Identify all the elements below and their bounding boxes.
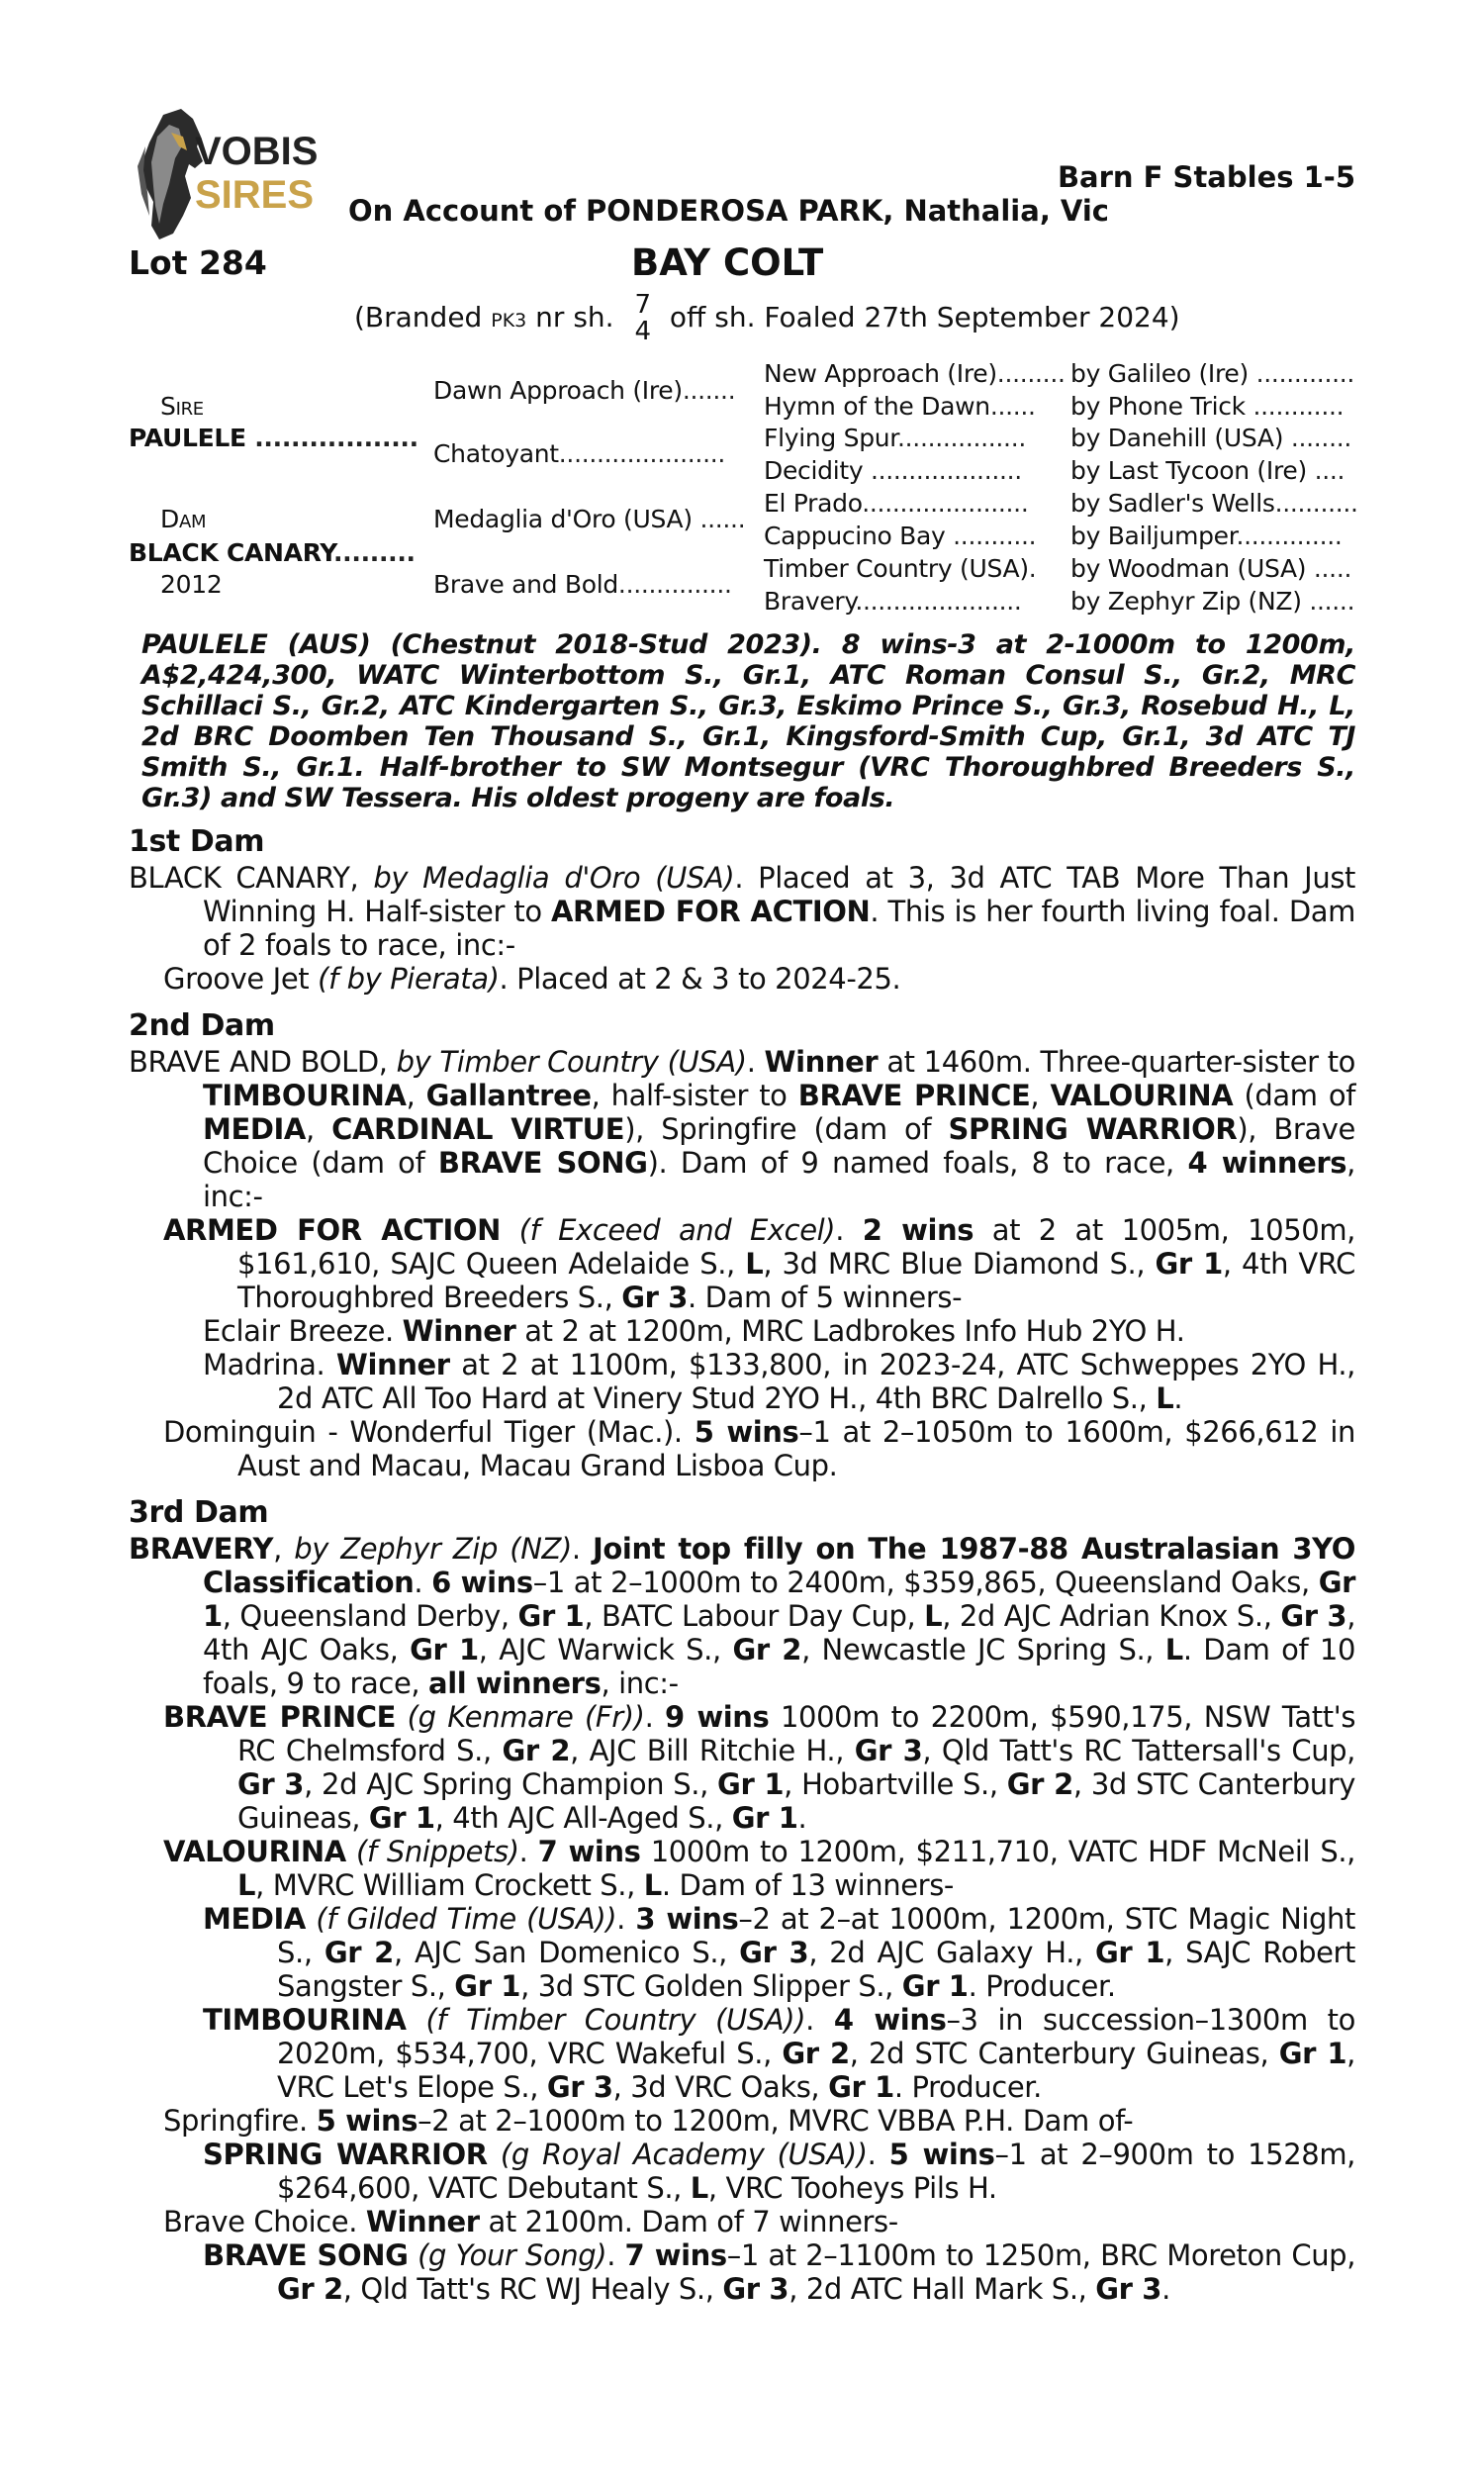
text-run: , half-sister to	[591, 1079, 798, 1112]
text-run: Eclair Breeze.	[203, 1314, 403, 1348]
text-run	[306, 1902, 316, 1936]
text-run: BRAVE PRINCE	[163, 1700, 397, 1734]
text-run: , 3d STC Canterbury Guineas,	[237, 1767, 1356, 1835]
leader-dots: .........	[996, 359, 1066, 388]
pedigree-gen3-7	[764, 587, 1022, 616]
text-run: BRAVE SONG	[437, 1146, 648, 1180]
dam-name	[129, 538, 416, 567]
pedigree-gen3-text: Flying Spur	[764, 424, 897, 452]
text-run: , Qld Tatt's RC WJ Healy S.,	[342, 2272, 723, 2306]
entry-paragraph	[129, 2238, 1355, 2306]
pedigree-gen2-0	[433, 376, 735, 405]
text-run: Gr 3	[739, 1936, 809, 1969]
dam-name-text: BLACK CANARY	[129, 538, 333, 567]
text-run: L	[924, 1599, 943, 1633]
text-run: (g Royal Academy (USA))	[500, 2138, 868, 2171]
text-run: . Placed at 3, 3d ATC TAB More Than Just Winning H. Half-sister to	[203, 861, 1355, 928]
leader-dots: ..................	[254, 424, 418, 452]
text-run: 9 wins	[665, 1700, 770, 1734]
pedigree-by-3	[1070, 456, 1345, 485]
sire-label: Sire	[160, 392, 204, 421]
text-run: .	[616, 1902, 636, 1936]
pedigree-by-0	[1070, 359, 1354, 388]
text-run: .	[805, 2003, 834, 2037]
text-run: Gr 3	[1095, 2272, 1162, 2306]
text-run: Gr 2	[277, 2272, 343, 2306]
text-run: Gr 2	[324, 1936, 394, 1969]
text-run: Gr 1	[368, 1801, 435, 1835]
text-run: at 2 at 1005m, 1050m, $161,610, SAJC Queen Adelaide S.,	[237, 1213, 1355, 1281]
text-run: ), Brave Choice (dam of	[203, 1112, 1355, 1180]
entry-paragraph	[129, 1348, 1355, 1415]
text-run: Winner	[402, 1314, 516, 1348]
text-run: VALOURINA	[1050, 1079, 1234, 1112]
text-run: , AJC Bill Ritchie H.,	[570, 1734, 855, 1767]
pedigree-gen3-text: Cappucino Bay	[764, 522, 946, 550]
entry-paragraph	[129, 2138, 1355, 2205]
sire-name-text: PAULELE	[129, 424, 246, 452]
pedigree-by-text: by Galileo (Ire)	[1070, 359, 1249, 388]
text-run: –1 at 2–900m to 1528m, $264,600, VATC Debutant S.,	[277, 2138, 1355, 2205]
text-run: L	[1156, 1381, 1174, 1415]
pedigree-by-7	[1070, 587, 1354, 616]
text-run: Gr 1	[1155, 1247, 1223, 1281]
entry-paragraph	[129, 2104, 1355, 2138]
text-run: L	[643, 1868, 662, 1902]
text-run	[488, 2138, 501, 2171]
text-run: , Hobartville S.,	[784, 1767, 1007, 1801]
leader-dots: ..............	[1236, 522, 1343, 550]
pedigree-by-2	[1070, 424, 1351, 452]
text-run: Joint top filly on The 1987-88 Australasian 3YO Classification	[203, 1532, 1355, 1599]
text-run: MEDIA	[203, 1902, 306, 1936]
text-run	[409, 2238, 418, 2272]
text-run: , 2d STC Canterbury Guineas,	[849, 2037, 1279, 2070]
text-run: BRAVERY	[129, 1532, 274, 1566]
entry-paragraph	[129, 1045, 1355, 1213]
text-run	[407, 2003, 426, 2037]
pedigree-by-1	[1070, 392, 1344, 421]
leader-dots: .............	[1255, 359, 1355, 388]
dam-label: Dam	[160, 505, 207, 533]
logo-text-vobis: VOBIS	[195, 130, 319, 173]
text-run: Gr 1	[203, 1566, 1356, 1633]
text-run: .	[1161, 2272, 1170, 2306]
text-run: –2 at 2–1000m to 1200m, MVRC VBBA P.H. Dam of-	[417, 2104, 1134, 2138]
pedigree-by-4	[1070, 489, 1358, 518]
text-run: Groove Jet	[163, 962, 319, 996]
brand-mid: nr sh.	[535, 301, 614, 333]
text-run: –3 in succession–1300m to 2020m, $534,700, VRC Wakeful S.,	[277, 2003, 1355, 2070]
text-run: Winner	[365, 2205, 480, 2238]
text-run: Gr 1	[410, 1633, 479, 1666]
text-run: BRAVE PRINCE	[797, 1079, 1031, 1112]
text-run: BRAVE AND BOLD,	[129, 1045, 397, 1079]
text-run: , Newcastle JC Spring S.,	[801, 1633, 1165, 1666]
text-run: –1 at 2–1050m to 1600m, $266,612 in Aust and Macau, Macau Grand Lisboa Cup.	[237, 1415, 1355, 1482]
text-run: (f Snippets)	[356, 1835, 519, 1868]
leader-dots: ...........	[945, 522, 1037, 550]
text-run: BRAVE SONG	[203, 2238, 409, 2272]
text-run: L	[237, 1868, 256, 1902]
text-run: VALOURINA	[163, 1835, 346, 1868]
pedigree-by-5	[1070, 522, 1343, 550]
text-run: –1 at 2–1100m to 1250m, BRC Moreton Cup,	[726, 2238, 1356, 2272]
text-run: CARDINAL VIRTUE	[331, 1112, 625, 1146]
leader-dots: ....................	[863, 456, 1022, 485]
text-run: Gr 3	[1280, 1599, 1347, 1633]
text-run: 3 wins	[635, 1902, 739, 1936]
text-run: Gr 2	[1006, 1767, 1073, 1801]
text-run: .	[414, 1566, 432, 1599]
text-run: 6 wins	[431, 1566, 533, 1599]
text-run: , 3d MRC Blue Diamond S.,	[763, 1247, 1156, 1281]
text-run: (f Exceed and Excel)	[518, 1213, 836, 1247]
text-run: (f Timber Country (USA))	[425, 2003, 806, 2037]
page-title: BAY COLT	[631, 241, 824, 284]
logo-text-sires: SIRES	[195, 173, 315, 217]
text-run: by Timber Country (USA)	[396, 1045, 747, 1079]
text-run: SPRING WARRIOR	[948, 1112, 1238, 1146]
pedigree-by-text: by Zephyr Zip (NZ)	[1070, 587, 1302, 616]
text-run: Winner	[764, 1045, 879, 1079]
leader-dots: ......	[1309, 587, 1355, 616]
text-run: . Placed at 2 & 3 to 2024-25.	[499, 962, 901, 996]
entry-paragraph	[129, 1700, 1355, 1835]
pedigree-gen2-2	[433, 505, 745, 533]
text-run: 5 wins	[888, 2138, 995, 2171]
brand-prefix: (Branded	[354, 301, 483, 333]
text-run: .	[518, 1835, 538, 1868]
text-run: Springfire.	[163, 2104, 317, 2138]
stables-location: Barn F Stables 1-5	[1057, 160, 1355, 194]
text-run: , 4th AJC All-Aged S.,	[434, 1801, 732, 1835]
brand-numerator: 7	[634, 290, 652, 320]
text-run: ). Dam of 9 named foals, 8 to race,	[647, 1146, 1188, 1180]
pedigree-by-text: by Phone Trick	[1070, 392, 1246, 421]
text-run: (f Gilded Time (USA))	[316, 1902, 617, 1936]
text-run: Gr 1	[901, 1969, 969, 2003]
entry-paragraph	[129, 2205, 1355, 2238]
pedigree-gen2-text: Brave and Bold	[433, 570, 618, 599]
leader-dots: .	[1028, 554, 1037, 583]
text-run: MEDIA	[203, 1112, 306, 1146]
pedigree-by-text: by Sadler's Wells	[1070, 489, 1275, 518]
leader-dots: ...........	[1274, 489, 1358, 518]
text-run: 5 wins	[316, 2104, 418, 2138]
text-run: Gr 2	[782, 2037, 850, 2070]
text-run: BLACK CANARY,	[129, 861, 374, 895]
pedigree-gen3-4	[764, 489, 1028, 518]
text-run: Gr 1	[1278, 2037, 1347, 2070]
text-run: .	[571, 1532, 594, 1566]
text-run: TIMBOURINA	[203, 1079, 407, 1112]
text-run: by Zephyr Zip (NZ)	[294, 1532, 572, 1566]
entry-paragraph	[129, 1902, 1355, 2003]
pedigree-gen3-text: El Prado	[764, 489, 863, 518]
text-run: , SAJC Robert Sangster S.,	[277, 1936, 1356, 2003]
text-run: , inc:-	[203, 1146, 1355, 1213]
text-run: at 2 at 1200m, MRC Ladbrokes Info Hub 2YO H.	[515, 1314, 1185, 1348]
text-run: ARMED FOR ACTION	[551, 895, 871, 928]
text-run: (g Your Song)	[417, 2238, 607, 2272]
pedigree-gen3-0	[764, 359, 1066, 388]
pedigree-by-6	[1070, 554, 1351, 583]
leader-dots: ......	[692, 505, 746, 533]
text-run: , VRC Let's Elope S.,	[277, 2037, 1355, 2104]
text-run: 4 wins	[833, 2003, 947, 2037]
pedigree-by-text: by Bailjumper	[1070, 522, 1237, 550]
text-run: ,	[273, 1532, 295, 1566]
text-run: (g Kenmare (Fr))	[407, 1700, 645, 1734]
pedigree-gen2-text: Medaglia d'Oro (USA)	[433, 505, 693, 533]
pedigree-gen3-2	[764, 424, 1026, 452]
text-run	[396, 1700, 408, 1734]
text-run: , Qld Tatt's RC Tattersall's Cup,	[922, 1734, 1355, 1767]
brand-mark: PK3	[491, 310, 527, 332]
leader-dots: .......	[682, 376, 736, 405]
text-run: . Dam of 13 winners-	[661, 1868, 954, 1902]
section-1	[129, 825, 1355, 996]
text-run: . Producer.	[893, 2070, 1042, 2104]
text-run	[501, 1213, 519, 1247]
text-run: –2 at 2–at 1000m, 1200m, STC Magic Night S.,	[277, 1902, 1355, 1969]
lot-number: Lot 284	[129, 243, 267, 282]
pedigree-gen3-1	[764, 392, 1036, 421]
text-run: , VRC Tooheys Pils H.	[707, 2171, 997, 2205]
text-run: .	[867, 2138, 889, 2171]
text-run: , BATC Labour Day Cup,	[584, 1599, 925, 1633]
text-run: Gr 2	[502, 1734, 571, 1767]
text-run: Gr 1	[454, 1969, 521, 2003]
pedigree-gen3-5	[764, 522, 1036, 550]
pedigree-gen2-3	[433, 570, 732, 599]
text-run: Gr 3	[621, 1281, 689, 1314]
text-run: . Dam of 10 foals, 9 to race,	[203, 1633, 1356, 1700]
text-run: , Queensland Derby,	[222, 1599, 518, 1633]
brand-denominator: 4	[634, 317, 652, 346]
text-run: Gallantree	[425, 1079, 592, 1112]
entry-paragraph	[129, 861, 1355, 962]
text-run: .	[1173, 1381, 1183, 1415]
text-run: L	[1164, 1633, 1183, 1666]
text-run: L	[745, 1247, 764, 1281]
pedigree-by-text: by Woodman (USA)	[1070, 554, 1307, 583]
entry-paragraph	[129, 1835, 1355, 1902]
text-run: L	[690, 2171, 708, 2205]
text-run: ,	[406, 1079, 426, 1112]
entry-paragraph	[129, 1213, 1355, 1314]
brand-fraction	[634, 292, 651, 345]
pedigree-gen3-text: New Approach (Ire)	[764, 359, 997, 388]
text-run: Gr 3	[854, 1734, 923, 1767]
dam-year: 2012	[160, 570, 223, 599]
text-run: 7 wins	[624, 2238, 727, 2272]
leader-dots: ............	[1252, 392, 1345, 421]
family-sections	[129, 825, 1355, 2306]
sire-name	[129, 424, 418, 452]
text-run: –1 at 2–1000m to 2400m, $359,865, Queensland Oaks,	[532, 1566, 1319, 1599]
leader-dots: ......................	[862, 489, 1029, 518]
text-run: , 2d AJC Spring Champion S.,	[304, 1767, 718, 1801]
text-run: , 4th AJC Oaks,	[203, 1599, 1356, 1666]
text-run: at 1460m. Three-quarter-sister to	[878, 1045, 1356, 1079]
text-run: , 3d STC Golden Slipper S.,	[520, 1969, 902, 2003]
pedigree-gen2-text: Dawn Approach (Ire)	[433, 376, 683, 405]
section-heading: 3rd Dam	[129, 1495, 269, 1530]
text-run: , AJC Warwick S.,	[478, 1633, 733, 1666]
text-run: , 2d AJC Galaxy H.,	[808, 1936, 1095, 1969]
text-run: ), Springfire (dam of	[624, 1112, 949, 1146]
leader-dots: ......................	[855, 587, 1022, 616]
text-run: 5 wins	[694, 1415, 799, 1449]
text-run: Gr 3	[722, 2272, 789, 2306]
text-run: by Medaglia d'Oro (USA)	[373, 861, 735, 895]
text-run: Gr 3	[546, 2070, 613, 2104]
pedigree-gen3-text: Bravery	[764, 587, 856, 616]
text-run: 4 winners	[1187, 1146, 1347, 1180]
vobis-sires-logo	[124, 107, 322, 245]
text-run: 7 wins	[537, 1835, 641, 1868]
leader-dots: ...............	[617, 570, 732, 599]
leader-dots: .................	[897, 424, 1026, 452]
text-run: .	[835, 1213, 863, 1247]
leader-dots: ......................	[558, 439, 726, 468]
text-run: , 4th VRC Thoroughbred Breeders S.,	[237, 1247, 1356, 1314]
horse-head-icon	[124, 107, 322, 245]
pedigree-gen2-text: Chatoyant	[433, 439, 559, 468]
text-run: .	[644, 1700, 666, 1734]
text-run: Madrina.	[203, 1348, 336, 1381]
text-run: , AJC San Domenico S.,	[393, 1936, 740, 1969]
section-heading: 2nd Dam	[129, 1008, 275, 1043]
text-run: at 2 at 1100m, $133,800, in 2023-24, ATC Schweppes 2YO H., 2d ATC All Too Hard at Vinery Stud 2YO H., 4th BRC Dalrello S.,	[277, 1348, 1355, 1415]
text-run: Winner	[335, 1348, 450, 1381]
leader-dots: .........	[332, 538, 416, 567]
text-run: Gr 1	[1095, 1936, 1165, 1969]
text-run: 1000m to 1200m, $211,710, VATC HDF McNeil S.,	[640, 1835, 1356, 1868]
pedigree-gen3-6	[764, 554, 1036, 583]
vendor-account: On Account of PONDEROSA PARK, Nathalia, Vic	[348, 194, 1109, 228]
leader-dots: ......	[989, 392, 1036, 421]
text-run: .	[797, 1801, 807, 1835]
text-run: ,	[305, 1112, 332, 1146]
leader-dots: .....	[1313, 554, 1352, 583]
text-run: (dam of	[1233, 1079, 1356, 1112]
text-run: , MVRC William Crockett S.,	[255, 1868, 644, 1902]
text-run: . Dam of 5 winners-	[688, 1281, 963, 1314]
leader-dots: ........	[1290, 424, 1352, 452]
text-run: , 3d VRC Oaks,	[612, 2070, 829, 2104]
catalogue-body	[129, 629, 1355, 2306]
leader-dots: ....	[1314, 456, 1345, 485]
text-run: at 2100m. Dam of 7 winners-	[479, 2205, 898, 2238]
text-run: Brave Choice.	[163, 2205, 366, 2238]
text-run: ARMED FOR ACTION	[163, 1213, 502, 1247]
text-run: 2 wins	[862, 1213, 974, 1247]
text-run: 1000m to 2200m, $590,175, NSW Tatt's RC Chelmsford S.,	[237, 1700, 1356, 1767]
text-run: SPRING WARRIOR	[203, 2138, 488, 2171]
entry-paragraph	[129, 2003, 1355, 2104]
text-run: ,	[1030, 1079, 1051, 1112]
text-run: Dominguin - Wonderful Tiger (Mac.).	[163, 1415, 695, 1449]
text-run: .	[606, 2238, 625, 2272]
entry-paragraph	[129, 1532, 1355, 1700]
text-run: Gr 1	[828, 2070, 894, 2104]
text-run: TIMBOURINA	[203, 2003, 407, 2037]
pedigree-gen3-text: Hymn of the Dawn	[764, 392, 990, 421]
pedigree-gen3-text: Timber Country (USA)	[764, 554, 1029, 583]
brand-line	[354, 292, 1180, 345]
section-3	[129, 1496, 1355, 2306]
pedigree-by-text: by Danehill (USA)	[1070, 424, 1284, 452]
text-run: .	[746, 1045, 765, 1079]
text-run: , inc:-	[601, 1666, 679, 1700]
pedigree-by-text: by Last Tycoon (Ire)	[1070, 456, 1307, 485]
text-run: (f by Pierata)	[318, 962, 500, 996]
text-run: Gr 3	[237, 1767, 305, 1801]
text-run: , 2d AJC Adrian Knox S.,	[942, 1599, 1281, 1633]
brand-suffix: off sh. Foaled 27th September 2024)	[669, 301, 1180, 333]
entry-paragraph	[129, 1314, 1355, 1348]
pedigree-gen3-text: Decidity	[764, 456, 864, 485]
entry-paragraph	[129, 1415, 1355, 1482]
section-heading: 1st Dam	[129, 824, 265, 859]
text-run: Gr 1	[517, 1599, 585, 1633]
text-run: Gr 1	[731, 1801, 798, 1835]
text-run: . This is her fourth living foal. Dam of 2 foals to race, inc:-	[203, 895, 1355, 962]
text-run: all winners	[428, 1666, 602, 1700]
text-run: . Producer.	[968, 1969, 1116, 2003]
entry-paragraph	[129, 962, 1355, 996]
sire-note: PAULELE (AUS) (Chestnut 2018-Stud 2023). 8 wins-3 at 2-1000m to 1200m, A$2,424,300, WATC Winterbottom S., Gr.1, ATC Roman Consul S., Gr.2, MRC Schillaci S., Gr.2, ATC Kindergarten S., Gr.3, Eskimo Prince S., Gr.3, Rosebud H., L, 2d BRC Doomben Ten Thousand S., Gr.1, Kingsford-Smith Cup, Gr.1, 3d ATC TJ Smith S., Gr.1. Half-brother to SW Montsegur (VRC Thoroughbred Breeders S., Gr.3) and SW Tessera. His oldest progeny are foals.	[141, 629, 1355, 813]
text-run: Gr 1	[717, 1767, 785, 1801]
text-run	[346, 1835, 356, 1868]
pedigree-gen3-3	[764, 456, 1022, 485]
pedigree-gen2-1	[433, 439, 725, 468]
section-2	[129, 1009, 1355, 1482]
text-run: Gr 2	[732, 1633, 802, 1666]
text-run: , 2d ATC Hall Mark S.,	[788, 2272, 1096, 2306]
